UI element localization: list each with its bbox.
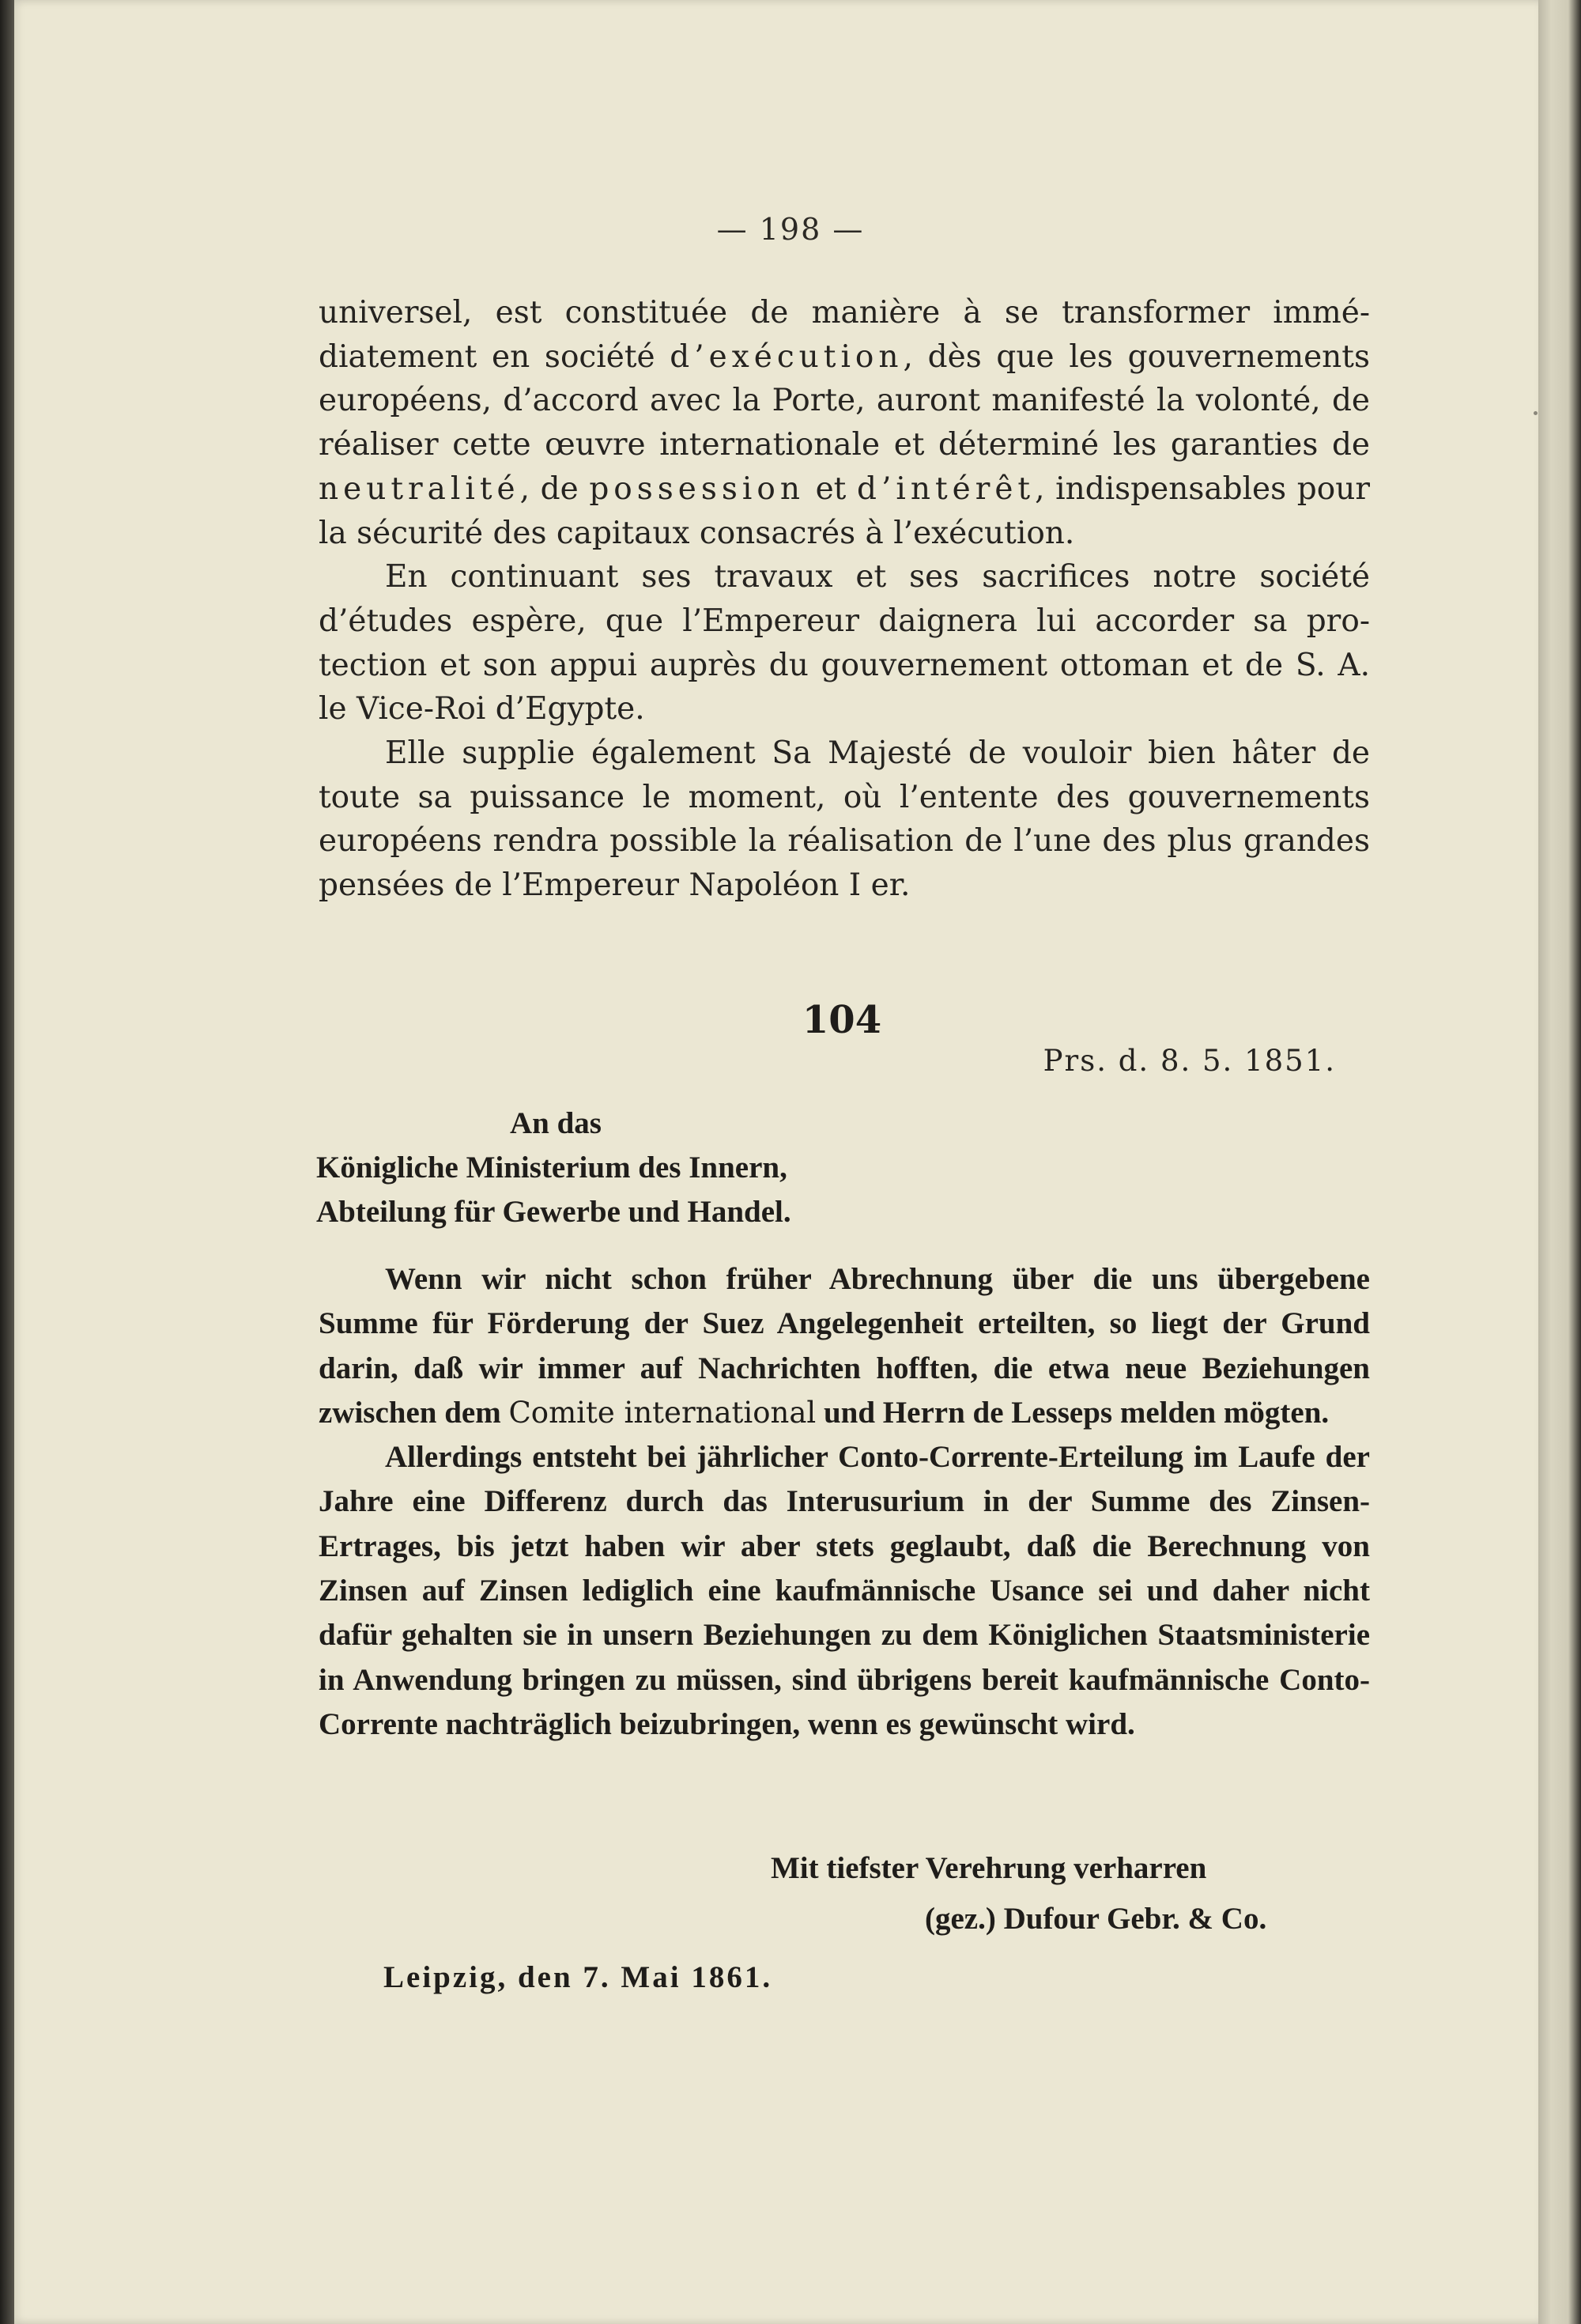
- text-run: und Herrn de Lesseps melden mögten.: [816, 1395, 1330, 1430]
- closing-line: Mit tiefster Verehrung verharren: [771, 1851, 1207, 1885]
- german-text-block: [319, 1257, 1370, 1747]
- french-paragraph-3: Elle supplie également Sa Majesté de vouloir bien hâter de toute sa puissance le moment, où l’entente des gouvernements européens rendra possible la réalisation de l’une des plus grandes pensées de l’Empereur Napoléon I er.: [319, 735, 1370, 904]
- german-paragraph-1: [319, 1257, 1370, 1435]
- address-block: [316, 1102, 870, 1234]
- address-line-1: An das: [510, 1106, 602, 1140]
- paper-speck: [1534, 411, 1538, 415]
- address-line-2: Königliche Ministerium des Innern,: [316, 1151, 787, 1185]
- document-number: 104: [802, 998, 882, 1042]
- spaced-word: d’exécution: [670, 338, 904, 375]
- signature-line: (gez.) Dufour Gebr. & Co.: [925, 1902, 1267, 1936]
- place-date-line: Leipzig, den 7. Mai 1861.: [383, 1960, 773, 1994]
- text-run: universel, est constituée de manière à se transformer immédiatement en société: [319, 295, 1370, 375]
- french-paragraph-2: En continuant ses travaux et ses sacrifices notre société d’études espère, que l’Empereur daignera lui accorder sa protection et son appui auprès du gouvernement ottoman et de S. A. le Vice-Roi d’Egypte.: [319, 559, 1370, 727]
- page-left-edge: [0, 0, 14, 2324]
- french-paragraph-1: [319, 291, 1370, 555]
- latin-phrase: Comite international: [508, 1395, 817, 1430]
- page-number: — 198 —: [716, 212, 865, 247]
- text-run: et: [804, 470, 857, 507]
- german-paragraph-2: Allerdings entsteht bei jährlicher Conto-Corrente-Erteilung im Laufe der Jahre eine Differenz durch das Interusurium in der Summe des Zinsen-Ertrages, bis jetzt haben wir aber stets geglaubt, daß die Berechnung von Zinsen auf Zinsen lediglich eine kaufmännische Usance sei und daher nicht dafür gehalten sie in unsern Beziehungen zu dem Königlichen Staatsministerie in Anwendung bringen zu müssen, sind übrigens bereit kaufmännische Conto-Corrente nachträglich beizubringen, wenn es gewünscht wird.: [319, 1440, 1370, 1741]
- page-right-edge: [1538, 0, 1581, 2324]
- text-run: , indispensables pour la sécurité des capitaux consacrés à l’exécution.: [319, 470, 1370, 551]
- spaced-word: d’intérêt: [857, 470, 1036, 507]
- text-run: Wenn wir nicht schon früher Abrechnung über die uns übergebene Summe für Förderung der Suez Angelegenheit erteilten, so liegt der Grund darin, daß wir immer auf Nachrichten hofften, die etwa neue Beziehungen zwischen dem: [319, 1262, 1370, 1430]
- text-run: , de: [519, 470, 590, 507]
- received-stamp: Prs. d. 8. 5. 1851.: [1043, 1044, 1336, 1078]
- address-line-3: Abteilung für Gewerbe und Handel.: [316, 1195, 791, 1229]
- spaced-word: neutralité: [319, 470, 520, 507]
- spaced-word: possession: [589, 470, 805, 507]
- text-run: , dès que les gouvernements européens, d’accord avec la Porte, auront manifesté la volonté, de réaliser cette œuvre internationale et déterminé les garanties de: [319, 338, 1370, 463]
- french-text-block: [319, 291, 1370, 908]
